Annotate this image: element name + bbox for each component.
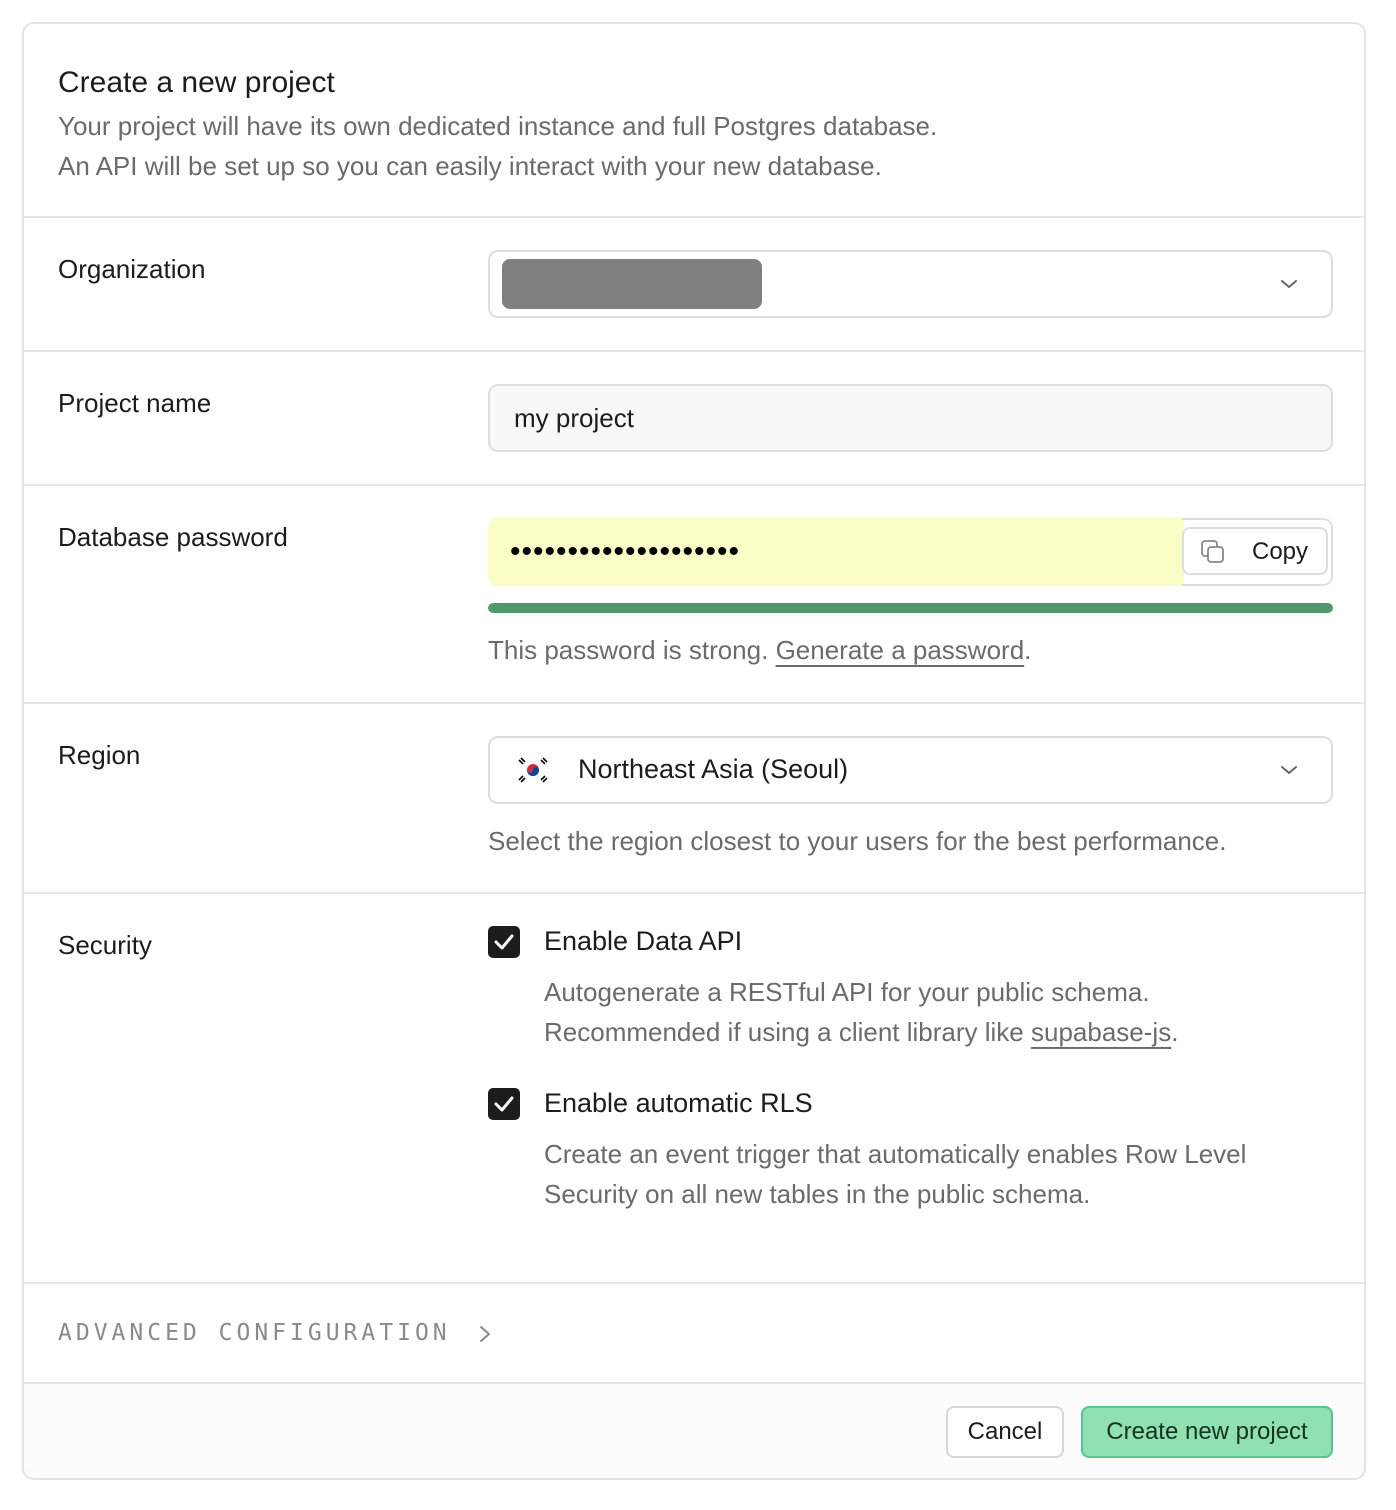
dialog-title: Create a new project [58,66,335,99]
chevron-down-icon [1279,274,1299,294]
database-password-label: Database password [58,522,288,552]
redacted-organization-name [502,259,762,309]
password-help-suffix: . [1024,635,1032,665]
password-strength-bar [488,603,1333,613]
region-select[interactable] [488,736,1333,804]
enable-data-api-checkbox[interactable] [488,926,520,958]
password-strength-text: This password is strong. [488,635,776,665]
dialog-header [24,24,1364,218]
project-name-label: Project name [58,388,212,418]
security-row [24,894,1364,1284]
dialog-footer [24,1382,1364,1480]
region-row [24,704,1364,894]
enable-automatic-rls-description [544,1134,1324,1214]
rls-desc-line-1: Create an event trigger that automatically enables Row Level [544,1139,1247,1169]
chevron-down-icon [1279,760,1299,780]
enable-data-api-description [544,972,1324,1052]
generate-password-link[interactable]: Generate a password [775,635,1025,665]
enable-data-api-desc-line-2 [544,1012,1324,1052]
south-korea-flag-icon [516,755,550,785]
description-line-1: Your project will have its own dedicated instance and full Postgres database. [58,111,938,141]
project-name-input[interactable]: my project [488,384,1333,452]
advanced-configuration-label: ADVANCED CONFIGURATION [58,1320,451,1346]
copy-icon [1200,539,1226,565]
enable-automatic-rls-title: Enable automatic RLS [544,1088,813,1118]
dialog-description [58,106,1330,186]
chevron-right-icon [477,1323,493,1345]
database-password-row [24,486,1364,704]
checkmark-icon [488,926,520,958]
create-project-dialog [22,22,1366,1480]
copy-password-button[interactable] [1182,527,1328,575]
cancel-button[interactable]: Cancel [946,1406,1064,1458]
desc-prefix: Recommended if using a client library like [544,1017,1031,1047]
organization-row [24,218,1364,352]
create-new-project-button[interactable]: Create new project [1081,1406,1333,1458]
description-line-2: An API will be set up so you can easily interact with your new database. [58,151,882,181]
enable-data-api-option [488,926,1333,1088]
copy-button-label: Copy [1252,538,1309,565]
security-label: Security [58,930,152,960]
region-value: Northeast Asia (Seoul) [578,754,849,784]
desc-suffix: . [1171,1017,1179,1047]
region-help-text: Select the region closest to your users for the best performance. [488,826,1227,856]
rls-desc-line-2: Security on all new tables in the public schema. [544,1179,1091,1209]
advanced-configuration-toggle[interactable] [58,1320,493,1346]
password-strength-fill [488,603,1333,613]
region-label: Region [58,740,141,770]
project-name-row [24,352,1364,486]
organization-select[interactable] [488,250,1333,318]
enable-data-api-desc-line-1: Autogenerate a RESTful API for your public schema. [544,977,1150,1007]
database-password-input[interactable]: •••••••••••••••••••• [488,518,1184,586]
checkmark-icon [488,1088,520,1120]
organization-label: Organization [58,254,206,284]
enable-data-api-title: Enable Data API [544,926,743,956]
supabase-js-link[interactable]: supabase-js [1031,1017,1172,1047]
enable-automatic-rls-checkbox[interactable] [488,1088,520,1120]
password-help-text [488,635,1333,666]
enable-automatic-rls-option [488,1088,1333,1238]
